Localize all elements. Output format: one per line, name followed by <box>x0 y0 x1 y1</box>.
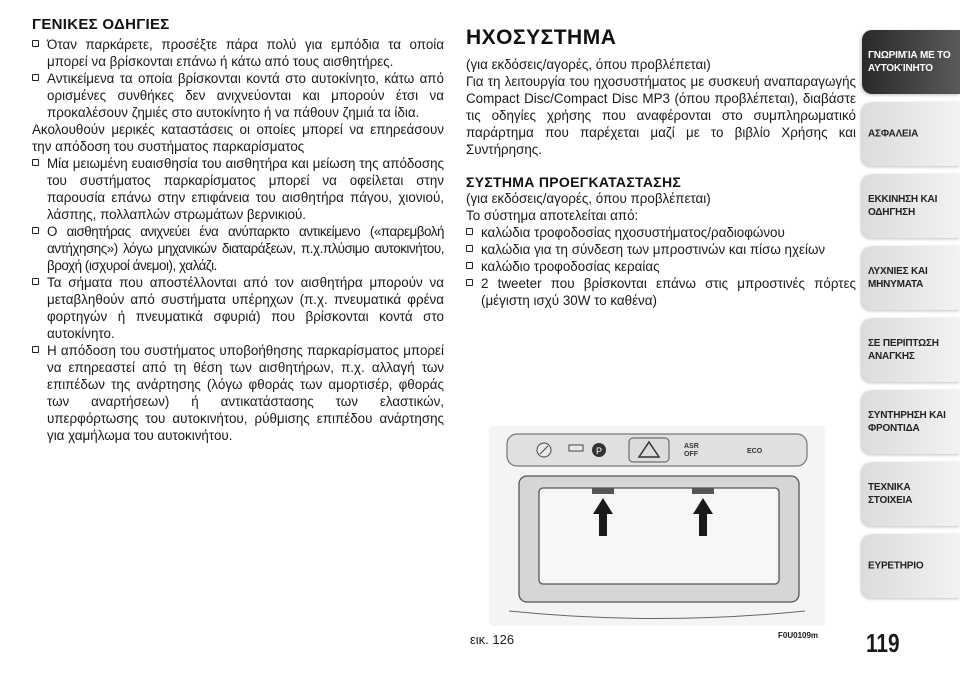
checkbox-bullet-icon <box>466 262 473 269</box>
asr-off-label: ASR <box>684 443 699 450</box>
checkbox-bullet-icon <box>32 227 39 234</box>
section-title-audio: ΗΧΟΣΥΣΤΗΜΑ <box>466 26 617 49</box>
list-item <box>32 155 444 223</box>
tab-index[interactable] <box>862 534 960 598</box>
list-item <box>466 275 856 309</box>
connector-right <box>692 488 714 494</box>
tab-maintenance[interactable] <box>862 390 960 454</box>
preset-components-list <box>466 224 856 309</box>
dashboard-radio-bay-drawing <box>489 426 825 626</box>
list-item-text: καλώδιο τροφοδοσίας κεραίας <box>481 259 660 274</box>
list-item-text: καλώδια τροφοδοσίας ηχοσυστήματος/ραδιοφώνου <box>481 225 785 240</box>
page-number: 119 <box>866 628 900 658</box>
section-title-preset: ΣΥΣΤΗΜΑ ΠΡΟΕΓΚΑΤΑΣΤΑΣΗΣ <box>466 174 682 190</box>
list-item-text: Αντικείμενα τα οποία βρίσκονται κοντά στο αυτοκίνητο, κάτω από ορισμένες συνθήκες δεν ανιχνεύονται και μπορούν έτσι να προκαλέσουν ζημιές στο αυτοκίνητο ή να πάθουν ζημιά τα ίδια. <box>47 71 444 120</box>
general-notes-list <box>32 36 444 121</box>
consists-of-label: Το σύστημα αποτελείται από: <box>466 208 639 223</box>
situations-intro: Ακολουθούν μερικές καταστάσεις οι οποίες μπορεί να επηρεάσουν την απόδοση του συστήματος παρκαρίσματος <box>32 122 444 154</box>
key-icon <box>569 445 583 451</box>
svg-text:OFF: OFF <box>684 451 698 458</box>
audio-description: Για τη λειτουργία του ηχοσυστήματος με συσκευή αναπαραγωγής Compact Disc/Compact Disc MP3 (όπου προβλέπεται), διαβάστε τις οδηγίες χρήσης που αναφέρονται στο συμπληρωματικό παράρτημα που παρέχεται μαζί με το βιβλίο Χρήσης και Συντήρησης. <box>466 74 856 157</box>
audio-subtitle: (για εκδόσεις/αγορές, όπου προβλέπεται) <box>466 57 711 72</box>
tab-label: ΛΥΧΝΙΕΣ ΚΑΙ ΜΗΝΥΜΑΤΑ <box>868 266 928 290</box>
eco-label: ECO <box>747 448 763 455</box>
tab-label: ΑΣΦΑΛΕΙΑ <box>868 128 919 140</box>
checkbox-bullet-icon <box>32 278 39 285</box>
figure-caption: εικ. 126 <box>470 632 515 647</box>
connector-left <box>592 488 614 494</box>
list-item-text: Όταν παρκάρετε, προσέξτε πάρα πολύ για εμπόδια τα οποία μπορεί να βρίσκονται επάνω ή κάτω από τους αισθητήρες. <box>47 37 444 69</box>
tab-getting-to-know[interactable] <box>862 30 960 94</box>
situations-list <box>32 155 444 444</box>
checkbox-bullet-icon <box>466 228 473 235</box>
list-item-text: Η απόδοση του συστήματος υποβοήθησης παρκαρίσματος μπορεί να επηρεαστεί από τη θέση των αισθητήρων, π.χ. αλλαγή των επιπέδων της ανάρτησης (λόγω φθοράς των αμορτισέρ, φθοράς των αναρτήσεων) ή αντικατάστασης των ελαστικών, υπερφόρτωσης του αυτοκινήτου, ρύθμισης επιπέδου ανάρτησης για χαμήλωμα του αυτοκινήτου. <box>47 343 444 443</box>
list-item-text: Τα σήματα που αποστέλλονται από τον αισθητήρα μπορούν να μεταβληθούν από συστήματα υπέρηχων (π.χ. πνευματικά φρένα φορτηγών ή πνευματικά σφυριά) που βρίσκονται κοντά στο αυτοκίνητο. <box>47 275 444 341</box>
list-item <box>466 258 856 275</box>
tab-safety[interactable] <box>862 102 960 166</box>
tab-warning-lights[interactable] <box>862 246 960 310</box>
right-column <box>466 26 856 309</box>
left-column <box>32 16 444 444</box>
tab-label: ΤΕΧΝΙΚΑ ΣΤΟΙΧΕΙΑ <box>868 482 913 506</box>
checkbox-bullet-icon <box>466 279 473 286</box>
radio-bay-illustration <box>489 426 825 626</box>
checkbox-bullet-icon <box>32 346 39 353</box>
list-item <box>32 223 444 274</box>
chapter-tabs <box>862 30 960 606</box>
checkbox-bullet-icon <box>32 40 39 47</box>
list-item <box>32 274 444 342</box>
checkbox-bullet-icon <box>466 245 473 252</box>
tab-label: ΣΥΝΤΗΡΗΣΗ ΚΑΙ ΦΡΟΝΤΙΔΑ <box>868 410 946 434</box>
checkbox-bullet-icon <box>32 74 39 81</box>
tab-label: ΣΕ ΠΕΡΙΠΤΩΣΗ ΑΝΑΓΚΗΣ <box>868 338 939 362</box>
tab-label: ΓΝΩΡΙΜΊΑ ΜΕ ΤΟ ΑΥΤΟΚΊΝΗΤΟ <box>868 50 951 74</box>
list-item-text: 2 tweeter που βρίσκονται επάνω στις μπροστινές πόρτες (μέγιστη ισχύ 30W το καθένα) <box>481 276 856 308</box>
list-item-text: Ο αισθητήρας ανιχνεύει ένα ανύπαρκτο αντικείμενο («παρεμβολή αντήχησης») λόγω μηχανικών διαταράξεων, π.χ.πλύσιμο αυτοκινήτου, βροχή (ισχυροί άνεμοι), χαλάζι. <box>47 224 444 273</box>
list-item <box>32 36 444 70</box>
tab-emergency[interactable] <box>862 318 960 382</box>
tab-label: ΕΚΚΙΝΗΣΗ ΚΑΙ ΟΔΗΓΗΣΗ <box>868 194 938 218</box>
section-title-general: ΓΕΝΙΚΕΣ ΟΔΗΓΙΕΣ <box>32 16 170 33</box>
list-item-text: καλώδια για τη σύνδεση των μπροστινών και πίσω ηχείων <box>481 242 826 257</box>
svg-text:P: P <box>596 446 603 456</box>
list-item <box>466 241 856 258</box>
figure-code: F0U0109m <box>778 631 819 640</box>
tab-technical-data[interactable] <box>862 462 960 526</box>
checkbox-bullet-icon <box>32 159 39 166</box>
tab-starting-driving[interactable] <box>862 174 960 238</box>
list-item <box>466 224 856 241</box>
tab-label: ΕΥΡΕΤΗΡΙΟ <box>868 560 924 572</box>
list-item <box>32 70 444 121</box>
list-item-text: Μία μειωμένη ευαισθησία του αισθητήρα και μείωση της απόδοσης του συστήματος παρκαρίσματος μπορεί να οφείλεται στην παρουσία επάνω στην επιφάνεια του αισθητήρα πάγου, χιονιού, λάσπης, πολλαπλών στρωμάτων βερνικιού. <box>47 156 444 222</box>
preset-subtitle: (για εκδόσεις/αγορές, όπου προβλέπεται) <box>466 191 711 206</box>
list-item <box>32 342 444 444</box>
